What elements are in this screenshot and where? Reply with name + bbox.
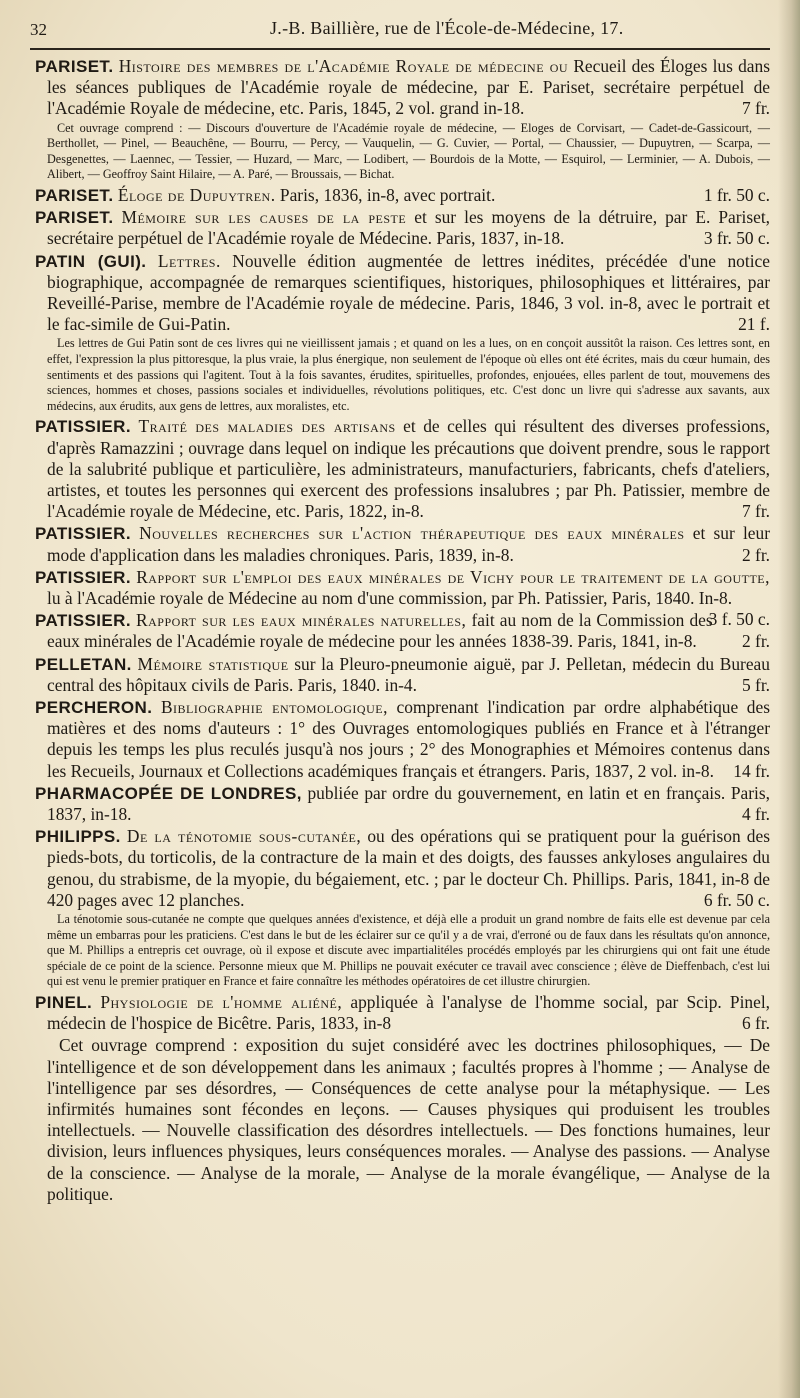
header-rule xyxy=(30,48,770,50)
entry-note: La ténotomie sous-cutanée ne compte que quelques années d'existence, et déjà elle a produit un grand nombre de faits elle est devenue par cela même un embarras pour les praticiens. C'est dans le but de les éclairer sur ce qu'il y a de vrai, d'erroné ou de faux dans les résultats qu'on annonce, que M. Phillips a entrepris cet ouvrage, où il expose et discute avec impartialitéles procédés employés par les chirurgiens qui ont fait une étude spéciale de ce point de la science. Personne mieux que M. Phillips ne pouvait exécuter ce travail avec conscience ; élève de Dieffenbach, c'est lui qui est venu le premier pratiquer en France et faire connaître les méthodes opératoires de cet illustre chirurgien. xyxy=(47,912,770,989)
entry-description: comprenant l'indication par ordre alphabétique des matières et des noms d'auteurs : 1° des Ouvrages entomologiques publiés en France et à l'étranger depuis les temps les plus reculés jusqu'à nos jours ; 2° des Monographies et Mémoires contenus dans les Recueils, Journaux et Collections académiques français et étrangers. Paris, 1837, 2 vol. in-8. xyxy=(47,697,770,781)
catalogue-entry xyxy=(35,654,770,696)
entry-description: et sur leur mode d'application dans les maladies chroniques. Paris, 1839, in-8. xyxy=(47,523,770,565)
page-number: 32 xyxy=(30,20,47,39)
entry-author: PARISET. xyxy=(35,208,114,228)
running-head xyxy=(30,14,770,44)
catalogue-entry xyxy=(35,523,770,565)
page-edge-shadow xyxy=(778,0,800,1398)
entry-author: PATISSIER. xyxy=(35,524,131,544)
entry-description: Recueil des Éloges lus dans les séances publiques de l'Académie royale de médecine, par E. Pariset, secrétaire perpétuel de l'Académie Royale de médecine, etc. Paris, 1845, 2 vol. grand in-18. xyxy=(47,56,770,119)
entry-description: Paris, 1836, in-8, avec portrait. xyxy=(279,184,496,205)
entry-author: PARISET. xyxy=(35,57,114,76)
entry-title: Histoire des membres de l'Académie Royale de médecine ou xyxy=(118,56,569,76)
entry-price: 4 fr. xyxy=(741,804,770,825)
entry-author: PERCHERON. xyxy=(35,698,153,718)
entry-note: Cet ouvrage comprend : — Discours d'ouverture de l'Académie royale de médecine, — Eloges de Corvisart, — Cadet-de-Gassicourt, — Berthollet, — Pinel, — Beauchêne, — Bourru, — Percy, — Vauquelin, — G. Cuvier, — Portal, — Chaussier, — Dupuytren, — Scarpa, — Desgenettes, — Laennec, — Tessier, — Huzard, — Marc, — Lodibert, — Bourdois de la Motte, — Esquirol, — Lerminier, — A. Dubois, — Alibert, — Geoffroy Saint Hilaire, — A. Paré, — Broussais, — Bichat. xyxy=(47,120,770,182)
entry-title: Éloge de Dupuytren. xyxy=(117,184,276,205)
catalogue-entry xyxy=(35,783,770,825)
entry-description: et sur les moyens de la détruire, par E. Pariset, secrétaire perpétuel de l'Académie royale de Médecine. Paris, 1837, in-18. xyxy=(47,207,771,249)
entry-description: Nouvelle édition augmentée de lettres inédites, précédée d'une notice biographique, accompagnée de remarques scientifiques, historiques, philosophiques et littéraires, par Reveillé-Parise, membre de l'Académie royale de médecine. Paris, 1846, 3 vol. in-8, avec le portrait et le fac-simile de Gui-Patin. xyxy=(47,250,770,335)
catalogue-entry xyxy=(35,416,770,522)
entry-price: 6 fr. xyxy=(741,1013,770,1034)
entry-price: 1 fr. 50 c. xyxy=(703,184,770,205)
catalogue-entry xyxy=(35,251,770,336)
entry-price: 5 fr. xyxy=(741,674,770,695)
entry-author: PHILIPPS. xyxy=(35,827,121,847)
entry-description: lu à l'Académie royale de Médecine au nom d'une commission, par Ph. Patissier, Paris, 1840. In-8. xyxy=(47,588,733,608)
entry-price: 3 fr. 50 c. xyxy=(703,228,770,249)
entry-contents: Cet ouvrage comprend : exposition du sujet considéré avec les doctrines philosophiques, — De l'intelligence et de son développement dans les animaux ; facultés propres à l'homme ; — Analyse de l'intelligence par ses désordres, — Conséquences de cette analyse pour la métaphysique. — Les infirmités humaines sont fécondes en leçons. — Causes physiques qui produisent les troubles intellectuels. — Nouvelle classification des désordres intellectuels. — Des fonctions humaines, leur division, leurs influences physiques, leurs conséquences morales. — Analyse des passions. — Analyse de la conscience. — Analyse de la morale, — Analyse de la morale évangélique, — Analyse de la politique. xyxy=(47,1035,770,1204)
catalogue-entry xyxy=(35,610,770,652)
entry-title: Mémoire sur les causes de la peste xyxy=(121,207,407,228)
entry-description: publiée par ordre du gouvernement, en latin et en français. Paris, 1837, in-18. xyxy=(47,782,771,825)
catalogue-entry xyxy=(35,697,770,782)
entry-price: 7 fr. xyxy=(741,98,770,119)
entry-title: Traité des maladies des artisans xyxy=(138,416,396,437)
entry-author: PATISSIER. xyxy=(35,567,131,587)
catalogue-entry xyxy=(35,992,770,1034)
entry-price: 7 fr. xyxy=(741,501,770,522)
entry-description: ou des opérations qui se pratiquent pour la guérison des pieds-bots, du torticolis, de la contracture de la main et des doigts, des fausses ankyloses angulaires du genou, du strabisme, de la myopie, du bégaiement, etc. ; par le docteur Ch. Phillips. Paris, 1841, in-8 de 420 pages avec 12 planches. xyxy=(47,826,770,910)
entry-author: PELLETAN. xyxy=(35,654,132,674)
publisher-line: J.-B. Baillière, rue de l'École-de-Médecine, 17. xyxy=(270,18,624,38)
catalogue-entry xyxy=(35,207,770,249)
entry-title: Physiologie de l'homme aliéné, xyxy=(100,992,343,1013)
entry-description: fait au nom de la Commission des eaux minérales de l'Académie royale de médecine pour les années 1838-39. Paris, 1841, in-8. xyxy=(47,610,713,652)
entry-description: sur la Pleuro-pneumonie aiguë, par J. Pelletan, médecin du Bureau central des hôpitaux civils de Paris. Paris, 1840. in-4. xyxy=(47,653,770,695)
entry-author: PATISSIER. xyxy=(35,611,131,631)
entry-title: De la ténotomie sous-cutanée, xyxy=(126,826,362,847)
entry-author: PARISET. xyxy=(35,185,114,205)
entry-author: PINEL. xyxy=(35,993,93,1013)
entry-title: Rapport sur les eaux minérales naturelles, xyxy=(136,610,467,631)
entry-author: PATIN (GUI). xyxy=(35,251,147,271)
entry-title: Mémoire statistique xyxy=(137,653,289,674)
entry-price: 21 f. xyxy=(738,314,770,335)
entry-note: Les lettres de Gui Patin sont de ces livres qui ne vieillissent jamais ; et quand on les a lues, on en conçoit aussitôt la raison. Ces lettres sont, en effet, l'expression la plus pittoresque, la plus vraie, la plus énergique, non seulement de l'époque où elles ont été écrites, mais du cœur humain, des sentiments et des passions qui l'agitent. Tout à la fois savantes, érudites, spirituelles, profondes, enjouées, elles parlent de tout, mouvemens des sciences, hommes et choses, passions sociales et individuelles, révolutions politiques, etc. C'est donc un livre qui s'adresse aux savants, aux médecins, aux érudits, aux gens de lettres, aux moralistes, etc. xyxy=(47,336,770,413)
entry-author: PHARMACOPÉE DE LONDRES, xyxy=(35,783,302,803)
catalogue-entry xyxy=(35,56,770,120)
entry-price: 3 f. 50 c. xyxy=(708,609,770,630)
catalogue-entry xyxy=(35,185,770,206)
catalogue-entries xyxy=(35,56,770,1205)
entry-price: 6 fr. 50 c. xyxy=(703,889,770,910)
entry-price: 14 fr. xyxy=(733,760,770,781)
entry-description: et de celles qui résultent des diverses professions, d'après Ramazzini ; ouvrage dans lequel on indique les précautions que doivent prendre, sous le rapport de la salubrité publique et particulière, les administrateurs, manufacturiers, fabricants, chefs d'ateliers, artistes, et toutes les personnes qui exercent des professions insalubres ; par Ph. Patissier, membre de l'Académie royale de Médecine, etc. Paris, 1822, in-8. xyxy=(47,416,770,522)
entry-title: Bibliographie entomologique, xyxy=(160,697,388,718)
entry-description: appliquée à l'analyse de l'homme social, par Scip. Pinel, médecin de l'hospice de Bicêtre. Paris, 1833, in-8 xyxy=(47,992,770,1034)
entry-title: Nouvelles recherches sur l'action thérapeutique des eaux minérales xyxy=(139,523,685,544)
entry-price: 2 fr. xyxy=(741,544,770,565)
entry-title: Rapport sur l'emploi des eaux minérales de Vichy pour le traitement de la goutte, xyxy=(136,566,770,587)
entry-title: Lettres. xyxy=(157,250,221,271)
entry-author: PATISSIER. xyxy=(35,417,131,437)
entry-price: 2 fr. xyxy=(741,631,770,652)
catalogue-entry xyxy=(35,826,770,911)
